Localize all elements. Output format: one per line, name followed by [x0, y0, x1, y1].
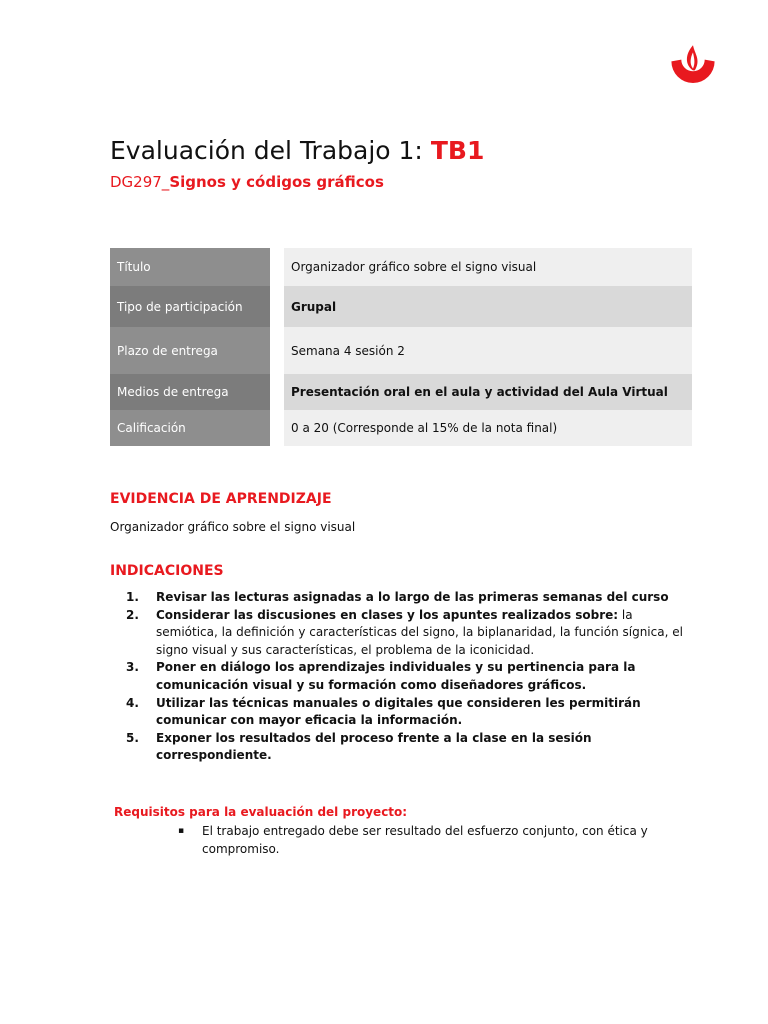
course-name: Signos y códigos gráficos	[169, 173, 384, 191]
item-number: 3.	[126, 660, 139, 675]
requirements-heading: Requisitos para la evaluación del proyecto:	[114, 805, 408, 819]
item-strong-text: Utilizar las técnicas manuales o digitales que consideren les permitirán comunicar con mayor eficacia la información.	[156, 695, 641, 728]
item-number: 1.	[126, 590, 139, 604]
square-bullet-icon: ▪	[178, 826, 185, 836]
table-row	[110, 286, 692, 327]
item-number: 2.	[126, 607, 139, 622]
page-title	[110, 136, 484, 165]
list-item	[126, 589, 686, 607]
item-strong-text: Exponer los resultados del proceso frente a la clase en la sesión correspondiente.	[156, 730, 592, 763]
row-label: Título	[110, 248, 277, 286]
table-row	[110, 374, 692, 410]
course-code: DG297_	[110, 173, 170, 191]
evidence-heading: EVIDENCIA DE APRENDIZAJE	[110, 491, 332, 507]
row-value: 0 a 20 (Corresponde al 15% de la nota final)	[277, 410, 692, 446]
item-number: 4.	[126, 695, 139, 710]
item-text: El trabajo entregado debe ser resultado del esfuerzo conjunto, con ética y compromiso.	[202, 824, 648, 856]
evidence-text: Organizador gráfico sobre el signo visual	[110, 520, 356, 534]
title-code: TB1	[430, 136, 485, 165]
table-row	[110, 248, 692, 286]
row-value: Organizador gráfico sobre el signo visual	[277, 248, 692, 286]
item-text: la semiótica, la definición y características del signo, la biplanaridad, la función sígnica, el signo visual y sus características, el problema de la iconicidad.	[156, 607, 683, 657]
indications-list	[126, 589, 686, 765]
course-subtitle	[110, 173, 384, 191]
item-strong-text: Poner en diálogo los aprendizajes individuales y su pertinencia para la comunicación visual y su formación como diseñadores gráficos.	[156, 660, 636, 692]
row-label: Calificación	[110, 410, 277, 446]
list-item	[126, 695, 686, 730]
list-item	[178, 822, 678, 858]
upc-logo-icon	[666, 38, 720, 92]
table-row	[110, 410, 692, 446]
item-strong-text: Revisar las lecturas asignadas a lo largo de las primeras semanas del curso	[156, 590, 669, 604]
row-value: Grupal	[277, 286, 692, 327]
list-item	[126, 607, 686, 660]
table-row	[110, 327, 692, 374]
item-number: 5.	[126, 730, 139, 745]
requirements-list	[178, 822, 678, 858]
row-value: Presentación oral en el aula y actividad del Aula Virtual	[277, 374, 692, 410]
row-value: Semana 4 sesión 2	[277, 327, 692, 374]
row-label: Tipo de participación	[110, 286, 277, 327]
list-item	[126, 659, 686, 694]
assignment-info-table	[110, 248, 692, 446]
indications-heading: INDICACIONES	[110, 563, 224, 579]
list-item	[126, 730, 686, 765]
row-label: Medios de entrega	[110, 374, 277, 410]
item-strong-text: Considerar las discusiones en clases y los apuntes realizados sobre:	[156, 607, 619, 622]
row-label: Plazo de entrega	[110, 327, 277, 374]
title-main: Evaluación del Trabajo 1:	[110, 136, 423, 165]
